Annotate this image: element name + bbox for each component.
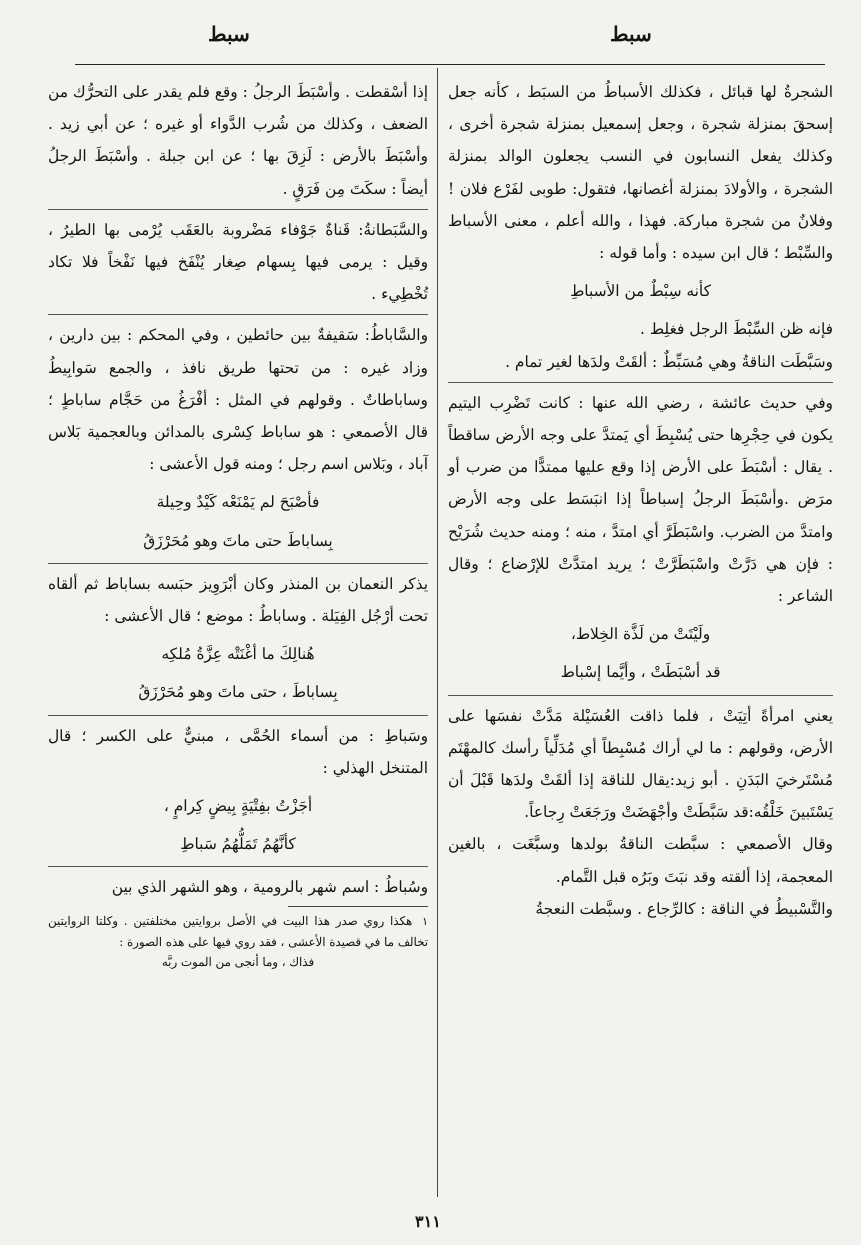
header-left-word: سبط xyxy=(208,22,250,46)
left-column xyxy=(48,76,428,972)
paragraph: إذا أسْقطت . وأسْبَطَ الرجلُ : وقع فلم يقدر على التحرُّك من الضعف ، وكذلك من شُرب الدَّواء أو غيره ؛ عن أبي زيد . وأسْبَطَ بالأرض : لَزِقَ بها ؛ عن ابن جبلة . وأسْبَطَ الرجلُ أيضاً : سكَتَ مِن فَرَقٍ . xyxy=(48,83,428,198)
paragraph: الشجرةُ لها قبائل ، فكذلك الأسباطُ من السبَط ، كأنه جعل إسحقَ بمنزلة شجرة ، وجعل إسمعيل بمنزلة شجرة أخرى ، وكذلك يفعل النسابون في النسب يجعلون الوالد بمنزلة الشجرة ، والأولادَ بمنزلة أغصانها، فتقول: طوبى لفَرْع فلان ! وفلانٌ من شجرة مباركة. فهذا ، والله أعلم ، معنى الأسباط والسِّبْط ؛ قال ابن سيده : وأما قوله : xyxy=(448,83,833,263)
verse-line: فأصْبَحَ لم يَمْنَعْه كَيْدٌ وحِيلة xyxy=(156,493,320,512)
verse-line: ولَيْتَتْ من لَذَّة الخِلاط، xyxy=(570,625,711,644)
paragraph: يذكر النعمان بن المنذر وكان أبْرَوِيز حبَسه بساباط ثم ألقاه تحت أرْجُل الفِيَلة . وساباطُ : موضع ؛ قال الأعشى : xyxy=(48,563,428,632)
footnote-marker: ١ xyxy=(422,914,429,928)
verse-line: كأنه سِبْطٌ من الأسباطِ xyxy=(570,282,711,301)
paragraph: والسَّاباطُ: سَقيفةٌ بين حائطين ، وفي المحكم : بين دارين ، وزاد غيره : من تحتها طريق نافذ ، والجمع سَوابِيطُ وساباطاتٌ . وقولهم في المثل : أفْرَغُ من حَجَّام ساباطٍ ؛ قال الأصمعي : هو ساباط كِسْرى بالمدائن وبالعجمية بَلاس آباد ، وبَلاس اسم رجل ؛ ومنه قول الأعشى : xyxy=(48,314,428,480)
page-number: ٣١١ xyxy=(415,1212,441,1231)
footnote xyxy=(48,911,428,972)
paragraph: فإنه ظن السِّبْطَ الرجل فغلِط . xyxy=(640,320,833,339)
verse-line: هُنالِكَ ما أغْنَتْه عِزَّةُ مُلكِه xyxy=(161,645,315,664)
verse-line: بِساباطَ ، حتى ماتَ وهو مُحَرْزَقُ xyxy=(138,683,338,702)
verse-line: قد أسْبَطَتْ ، وأيَّما إسْباط xyxy=(560,663,721,682)
verse-line: كأنَّهُمُ تَمَلُّهُمُ سَباطِ xyxy=(180,835,296,854)
paragraph: وسَبَّطَت الناقةُ وهي مُسَبِّطٌ : ألقَتْ ولدَها لغير تمام . xyxy=(505,352,833,371)
header-right-word: سبط xyxy=(610,22,652,46)
paragraph: والتَّسْبيطُ في الناقة : كالرِّجاع . وسبَّطت النعجةُ xyxy=(535,899,833,918)
header-rule xyxy=(75,64,825,65)
paragraph: وسُباطُ : اسم شهر بالرومية ، وهو الشهر الذي بين xyxy=(48,866,428,903)
paragraph: وسَباطِ : من أسماء الحُمَّى ، مبنيٌّ على الكسر ؛ قال المتنخل الهذلي : xyxy=(48,715,428,784)
right-column xyxy=(448,76,833,925)
paragraph: وقال الأصمعي : سبَّطت الناقةُ بولدها وسبَّغَت ، بالغين المعجمة، إذا ألقته وقد نبَتَ وبَرُه قبل التَّمام. xyxy=(448,835,833,886)
paragraph: والسَّبَطانةُ: قَناةٌ جَوْفاء مَضْروبة بالعَقَب يُرْمى بها الطيرُ ، وقيل : يرمى فيها بِسهام صِغار يُنْفَخ فيها نَفْخاً فلا تكاد تُخْطِيء . xyxy=(48,209,428,311)
footnote-verse: فذاك ، وما أنجى من الموت ربَّه xyxy=(161,954,315,969)
paragraph: وفي حديث عائشة ، رضي الله عنها : كانت تَضْرِب اليتيم يكون في حِجْرِها حتى يُسْبِطَ أي يَمتدَّ على وجه الأرض ساقطاً . يقال : أسْبَطَ على الأرض إذا وقع عليها ممتدًّا من ضرب أو مرَض .وأسْبَطَ الرجلُ إسباطاً إذا انبَسَط على وجه الأرض وامتدَّ من الضرب. واسْبَطَرَّ أي امتدَّ ، منه ؛ ومنه حديث شُرَيْح : فإن هي دَرَّتْ واسْبَطَرَّتْ ؛ يريد امتدَّتْ للإرْضاع ؛ وقال الشاعر : xyxy=(448,382,833,612)
footnote-text: هكذا روي صدر هذا البيت في الأصل بروايتين مختلفتين . وكلتا الروايتين تخالف ما في قصيدة الأعشى ، فقد روي فيها على هذه الصورة : xyxy=(48,913,428,949)
footnote-rule xyxy=(288,906,428,907)
verse-line: أجَزْتُ بفِتْيَةٍ بِيضٍ كِرامٍ ، xyxy=(163,797,313,816)
verse-line: بِساباطَ حتى ماتَ وهو مُحَرْزَقُ xyxy=(143,531,333,550)
paragraph: يعني امرأةً أتِيَتْ ، فلما ذاقت العُسَيْلة مَدَّتْ نفسَها على الأرض، وقولهم : ما لي أراك مُسْبِطاً أي مُدَلِّياً رأسك كالمهْتَم مُسْتَرخيَ البَدَنِ . أبو زيد:يقال للناقة إذا ألقَتْ ولدَها قَبْلَ أن يَسْتَبينَ خَلْقُه:قد سَبَّطَتْ وأجْهَضَتْ ورَجَعَتْ رِجاعاً. xyxy=(448,695,833,829)
column-divider xyxy=(437,68,438,1197)
